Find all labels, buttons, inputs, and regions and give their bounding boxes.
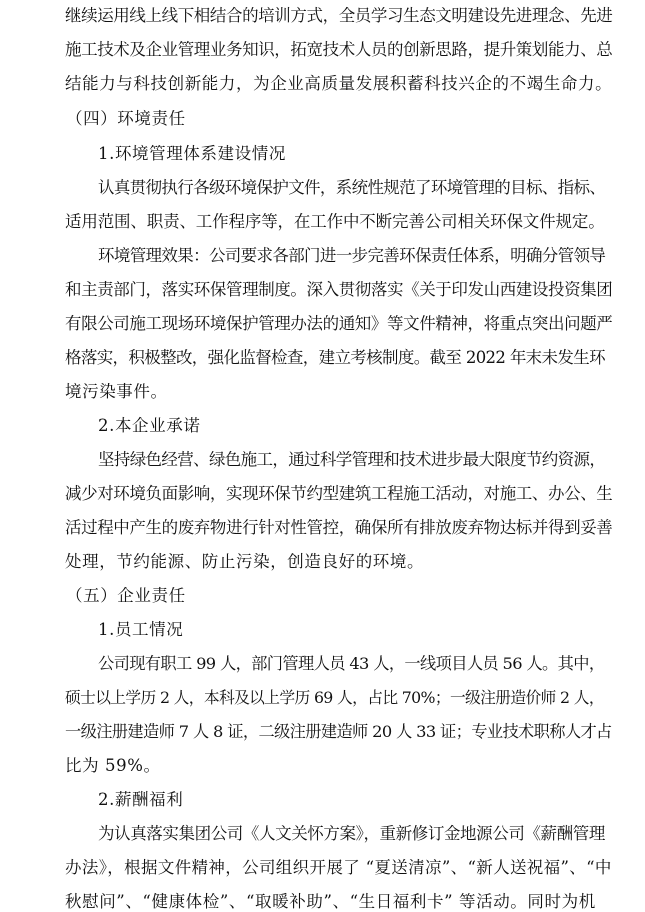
paragraph-line: 比为 59%。	[65, 756, 161, 775]
paragraph-line: 减少对环境负面影响，实现环保节约型建筑工程施工活动，对施工、办公、生	[65, 484, 613, 503]
paragraph-line: 境污染事件。	[65, 382, 168, 401]
paragraph-line: 和主责部门，落实环保管理制度。深入贯彻落实《关于印发山西建设投资集团	[65, 280, 613, 299]
paragraph-line: 处理，节约能源、防止污染，创造良好的环境。	[65, 552, 425, 571]
paragraph-line: 有限公司施工现场环境保护管理办法的通知》等文件精神，将重点突出问题严	[65, 314, 613, 333]
subsection-heading: 2.薪酬福利	[98, 790, 184, 809]
section-heading-environment: （四）环境责任	[66, 109, 186, 128]
paragraph-line: 认真贯彻执行各级环境保护文件，系统性规范了环境管理的目标、指标、	[98, 178, 606, 197]
paragraph-line: 继续运用线上线下相结合的培训方式，全员学习生态文明建设先进理念、先进	[65, 6, 613, 25]
paragraph-line: 施工技术及企业管理业务知识，拓宽技术人员的创新思路，提升策划能力、总	[65, 40, 613, 59]
paragraph-line: 硕士以上学历 2 人，本科及以上学历 69 人，占比 70%；一级注册造价师 2 人，	[65, 688, 604, 707]
paragraph-line: 格落实，积极整改，强化监督检查，建立考核制度。截至 2022 年末未发生环	[65, 348, 605, 367]
paragraph-line: 公司现有职工 99 人，部门管理人员 43 人，一线项目人员 56 人。其中，	[98, 654, 605, 673]
paragraph-line: 秋慰问”、“健康体检”、“取暖补助”、“生日福利卡” 等活动。同时为机	[65, 892, 596, 911]
subsection-heading: 2.本企业承诺	[98, 416, 201, 435]
subsection-heading: 1.环境管理体系建设情况	[98, 144, 286, 163]
paragraph-line: 为认真落实集团公司《人文关怀方案》，重新修订金地源公司《薪酬管理	[98, 824, 605, 843]
paragraph-line: 结能力与科技创新能力，为企业高质量发展积蓄科技兴企的不竭生命力。	[65, 74, 613, 93]
paragraph-line: 办法》，根据文件精神，公司组织开展了 “夏送清凉”、“新人送祝福”、“中	[65, 858, 612, 877]
paragraph-line: 坚持绿色经营、绿色施工，通过科学管理和技术进步最大限度节约资源，	[98, 450, 606, 469]
subsection-heading: 1.员工情况	[98, 620, 184, 639]
paragraph-line: 适用范围、职责、工作程序等，在工作中不断完善公司相关环保文件规定。	[65, 212, 605, 231]
section-heading-enterprise: （五）企业责任	[66, 586, 186, 605]
paragraph-line: 活过程中产生的废弃物进行针对性管控，确保所有排放废弃物达标并得到妥善	[65, 518, 613, 537]
paragraph-line: 一级注册建造师 7 人 8 证，二级注册建造师 20 人 33 证；专业技术职称人才占	[65, 722, 612, 741]
paragraph-line: 环境管理效果：公司要求各部门进一步完善环保责任体系，明确分管领导	[98, 246, 606, 265]
